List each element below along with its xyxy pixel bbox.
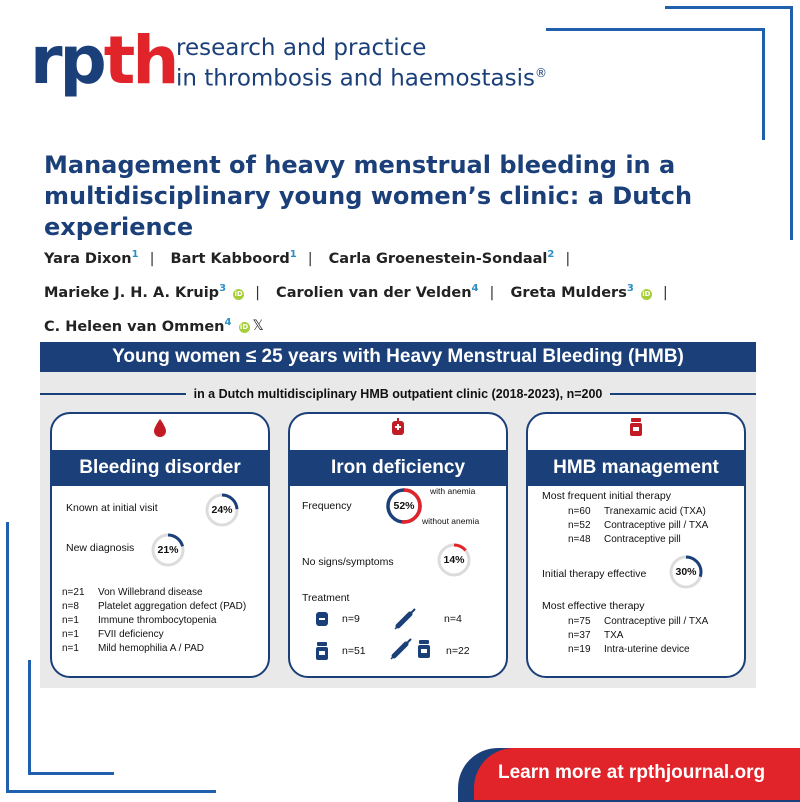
- infographic-subtitle: in a Dutch multidisciplinary HMB outpatient clinic (2018-2023), n=200: [40, 386, 756, 402]
- syringe-icon: [390, 638, 414, 660]
- treatment-label: Treatment: [302, 592, 350, 604]
- treatment-oral2-count: n=51: [342, 645, 366, 657]
- list-item: n=37 TXA: [568, 630, 624, 641]
- author-list: Yara Dixon$^1$ | Bart Kabboord$^1$ | Carla Groenestein-Sondaal$^2$ | Marieke J. H. A. Kruip$^3$ iD | Carolien van der Velden$^4$ | Greta Mulders$^3$ iD | C. Heleen van Ommen$^4$ iD 𝕏: [44, 249, 668, 335]
- most-effective-label: Most effective therapy: [542, 600, 645, 612]
- pill-bottle-icon: [416, 640, 434, 660]
- journal-logo: rpth: [30, 22, 177, 99]
- corner-line-top2: [665, 6, 793, 9]
- effective-label: Initial therapy effective: [542, 568, 647, 580]
- initial-therapy-list: [568, 505, 708, 547]
- list-item: n=21 Von Willebrand disease: [62, 587, 203, 598]
- treatment-combo-count: n=22: [446, 645, 470, 657]
- author-name: Carolien van der Velden: [276, 284, 472, 301]
- journal-name: research and practice in thrombosis and haemostasis®: [176, 35, 547, 92]
- with-anemia-label: with anemia: [430, 486, 476, 496]
- new-diagnosis-ring: 21%: [150, 532, 186, 568]
- without-anemia-label: without anemia: [422, 516, 480, 526]
- iron-deficiency-card: [288, 412, 508, 678]
- frequency-label: Frequency: [302, 500, 352, 512]
- list-item: n=19 Intra-uterine device: [568, 644, 690, 655]
- list-item: n=1 Mild hemophilia A / PAD: [62, 643, 204, 654]
- author-name: Carla Groenestein-Sondaal: [328, 250, 548, 267]
- syringe-icon: [394, 608, 418, 630]
- known-ring: 24%: [204, 492, 240, 528]
- list-item: n=8 Platelet aggregation defect (PAD): [62, 601, 247, 612]
- orcid-icon[interactable]: iD: [239, 323, 249, 332]
- corner-line-top-vert: [762, 28, 765, 140]
- corner-line-bottom-left: [6, 522, 9, 792]
- infographic-panel: [40, 342, 756, 688]
- infographic-banner: Young women ≤ 25 years with Heavy Menstrual Bleeding (HMB): [40, 342, 756, 372]
- frequency-ring: 52%: [384, 486, 424, 526]
- orcid-icon[interactable]: iD: [234, 289, 243, 298]
- article-title: Management of heavy menstrual bleeding in a multidisciplinary young women’s clinic: a Dutch experience: [44, 151, 693, 241]
- list-item: n=1 FVII deficiency: [62, 629, 164, 640]
- orcid-icon[interactable]: iD: [642, 289, 651, 298]
- treatment-oral-count: n=9: [342, 613, 360, 625]
- list-item: n=1 Immune thrombocytopenia: [62, 615, 217, 626]
- treatment-iv-count: n=4: [444, 613, 462, 625]
- known-label: Known at initial visit: [66, 502, 158, 514]
- corner-line-bottom-left-h: [6, 790, 216, 793]
- blood-bag-icon: [390, 418, 406, 438]
- blood-drop-icon: [152, 418, 168, 438]
- bleeding-disorder-title: Bleeding disorder: [50, 450, 270, 486]
- medication-icon: [628, 418, 644, 438]
- corner-line-bottom-left2-h: [28, 772, 114, 775]
- blood-bag-icon: [314, 610, 330, 628]
- author-name: Greta Mulders: [510, 284, 627, 301]
- hmb-management-card: [526, 412, 746, 678]
- pill-bottle-icon: [314, 642, 332, 662]
- list-item: n=60 Tranexamic acid (TXA): [568, 506, 706, 517]
- author-name: Yara Dixon: [44, 250, 132, 267]
- new-diagnosis-label: New diagnosis: [66, 542, 135, 554]
- corner-line-top: [546, 28, 764, 31]
- learn-more-link[interactable]: Learn more at rpthjournal.org: [474, 748, 800, 800]
- effective-ring: 30%: [668, 554, 704, 590]
- x-social-icon[interactable]: 𝕏: [252, 318, 264, 335]
- no-signs-label: No signs/symptoms: [302, 556, 394, 568]
- hmb-management-title: HMB management: [526, 450, 746, 486]
- bleeding-disorder-list: [62, 586, 246, 656]
- most-effective-list: [568, 615, 708, 657]
- list-item: n=48 Contraceptive pill: [568, 534, 681, 545]
- author-name: Marieke J. H. A. Kruip: [44, 284, 220, 301]
- initial-therapy-label: Most frequent initial therapy: [542, 490, 671, 502]
- bleeding-disorder-card: [50, 412, 270, 678]
- list-item: n=52 Contraceptive pill / TXA: [568, 520, 709, 531]
- author-name: Bart Kabboord: [170, 250, 290, 267]
- corner-line-top2-vert: [790, 6, 793, 240]
- list-item: n=75 Contraceptive pill / TXA: [568, 616, 709, 627]
- no-signs-ring: 14%: [436, 542, 472, 578]
- corner-line-bottom-left2: [28, 660, 31, 774]
- iron-deficiency-title: Iron deficiency: [288, 450, 508, 486]
- author-name: C. Heleen van Ommen: [44, 318, 225, 335]
